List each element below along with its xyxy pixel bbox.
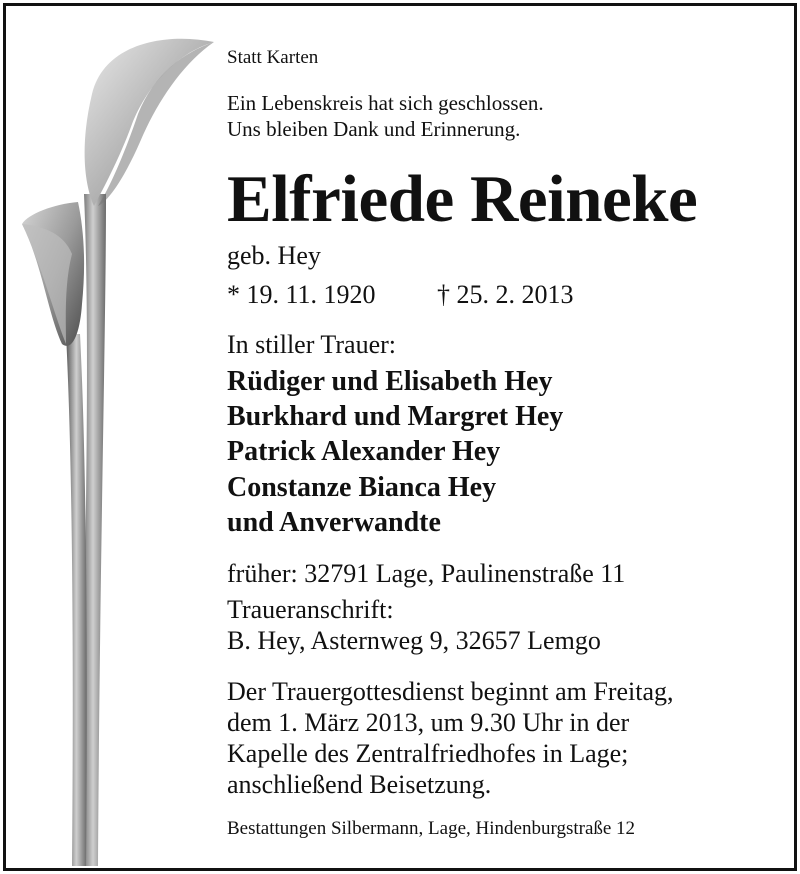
mourning-intro: In stiller Trauer:	[227, 330, 396, 359]
birth-date: * 19. 11. 1920	[227, 280, 376, 309]
calla-lily-illustration	[14, 34, 224, 866]
service-line-4: anschließend Beisetzung.	[227, 770, 492, 799]
funeral-home: Bestattungen Silbermann, Lage, Hindenburgstraße 12	[227, 818, 636, 839]
mourner-1: Rüdiger und Elisabeth Hey	[227, 366, 553, 397]
birth-name: geb. Hey	[227, 241, 321, 270]
motto-line-1: Ein Lebenskreis hat sich geschlossen.	[227, 91, 544, 115]
mourner-5: und Anverwandte	[227, 507, 441, 538]
death-date: † 25. 2. 2013	[437, 280, 574, 309]
deceased-name: Elfriede Reineke	[227, 162, 698, 236]
service-line-3: Kapelle des Zentralfriedhofes in Lage;	[227, 739, 629, 768]
service-line-1: Der Trauergottesdienst beginnt am Freitag,	[227, 677, 674, 706]
mourning-address: B. Hey, Asternweg 9, 32657 Lemgo	[227, 626, 601, 655]
motto-line-2: Uns bleiben Dank und Erinnerung.	[227, 117, 521, 141]
mourner-4: Constanze Bianca Hey	[227, 472, 497, 503]
mourning-address-label: Traueranschrift:	[227, 595, 394, 624]
service-line-2: dem 1. März 2013, um 9.30 Uhr in der	[227, 708, 630, 737]
header-text: Statt Karten	[227, 47, 319, 68]
former-address: früher: 32791 Lage, Paulinenstraße 11	[227, 559, 626, 588]
mourner-2: Burkhard und Margret Hey	[227, 401, 564, 432]
mourner-3: Patrick Alexander Hey	[227, 436, 501, 467]
